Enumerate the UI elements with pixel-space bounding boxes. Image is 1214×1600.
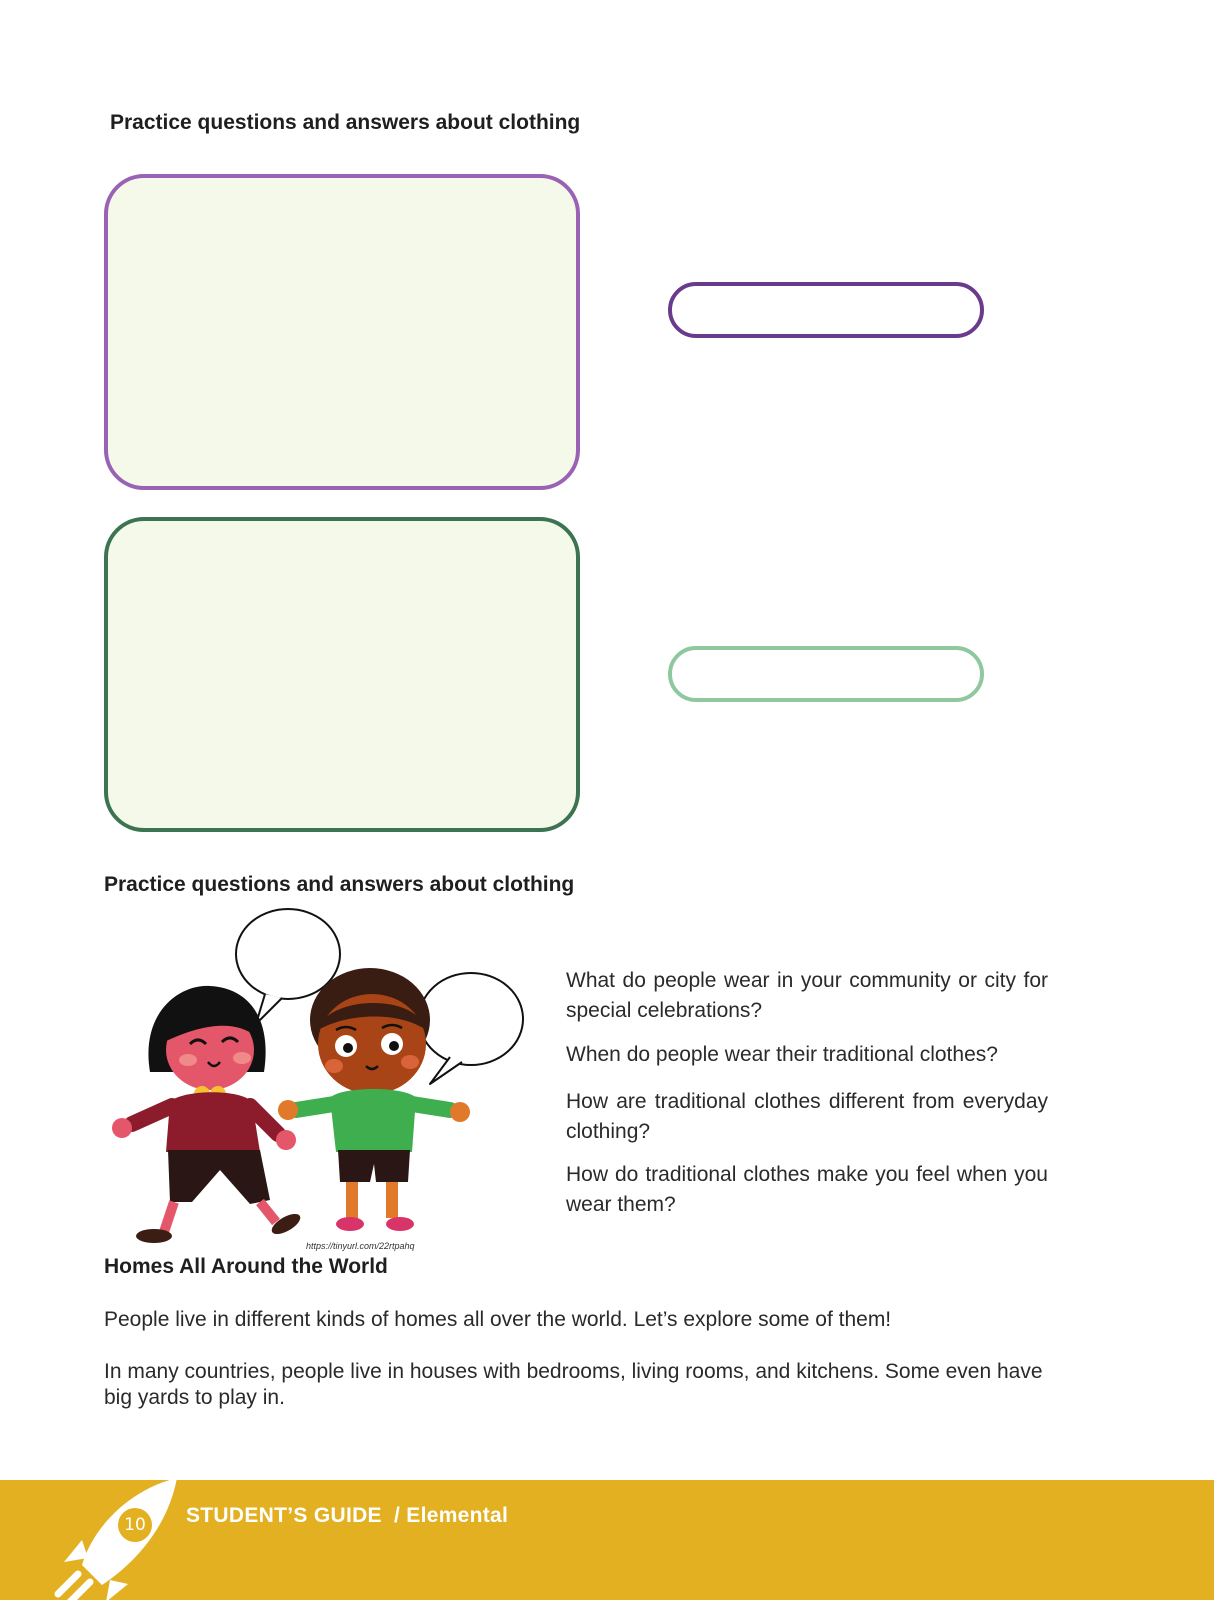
page-number: 10 xyxy=(118,1508,152,1542)
level-label: / Elemental xyxy=(394,1504,509,1527)
homes-heading: Homes All Around the World xyxy=(104,1255,388,1278)
answer-pill-2[interactable] xyxy=(668,646,984,702)
section-heading-1: Practice questions and answers about clothing xyxy=(110,111,581,134)
rocket-icon xyxy=(52,1470,182,1600)
section-heading-2: Practice questions and answers about clothing xyxy=(104,873,575,896)
question-4: How do traditional clothes make you feel when you wear them? xyxy=(566,1163,1048,1216)
footer-bar xyxy=(0,1480,1214,1600)
homes-paragraph-1: People live in different kinds of homes all over the world. Let’s explore some of them! xyxy=(104,1308,892,1331)
answer-box-2[interactable] xyxy=(104,517,580,832)
guide-label: STUDENT’S GUIDE xyxy=(186,1504,382,1527)
children-talking-illustration xyxy=(100,902,530,1252)
answer-box-1[interactable] xyxy=(104,174,580,490)
footer-title xyxy=(186,1504,508,1528)
answer-pill-1[interactable] xyxy=(668,282,984,338)
question-2: When do people wear their traditional clothes? xyxy=(566,1043,998,1066)
question-3: How are traditional clothes different from everyday clothing? xyxy=(566,1090,1048,1143)
homes-paragraph-2: In many countries, people live in houses with bedrooms, living rooms, and kitchens. Some even have big yards to play in. xyxy=(104,1360,1043,1409)
girl-icon xyxy=(112,986,303,1243)
speech-bubble-icon xyxy=(419,973,523,1084)
question-1: What do people wear in your community or city for special celebrations? xyxy=(566,969,1048,1022)
image-credit: https://tinyurl.com/22rtpahq xyxy=(306,1241,415,1251)
